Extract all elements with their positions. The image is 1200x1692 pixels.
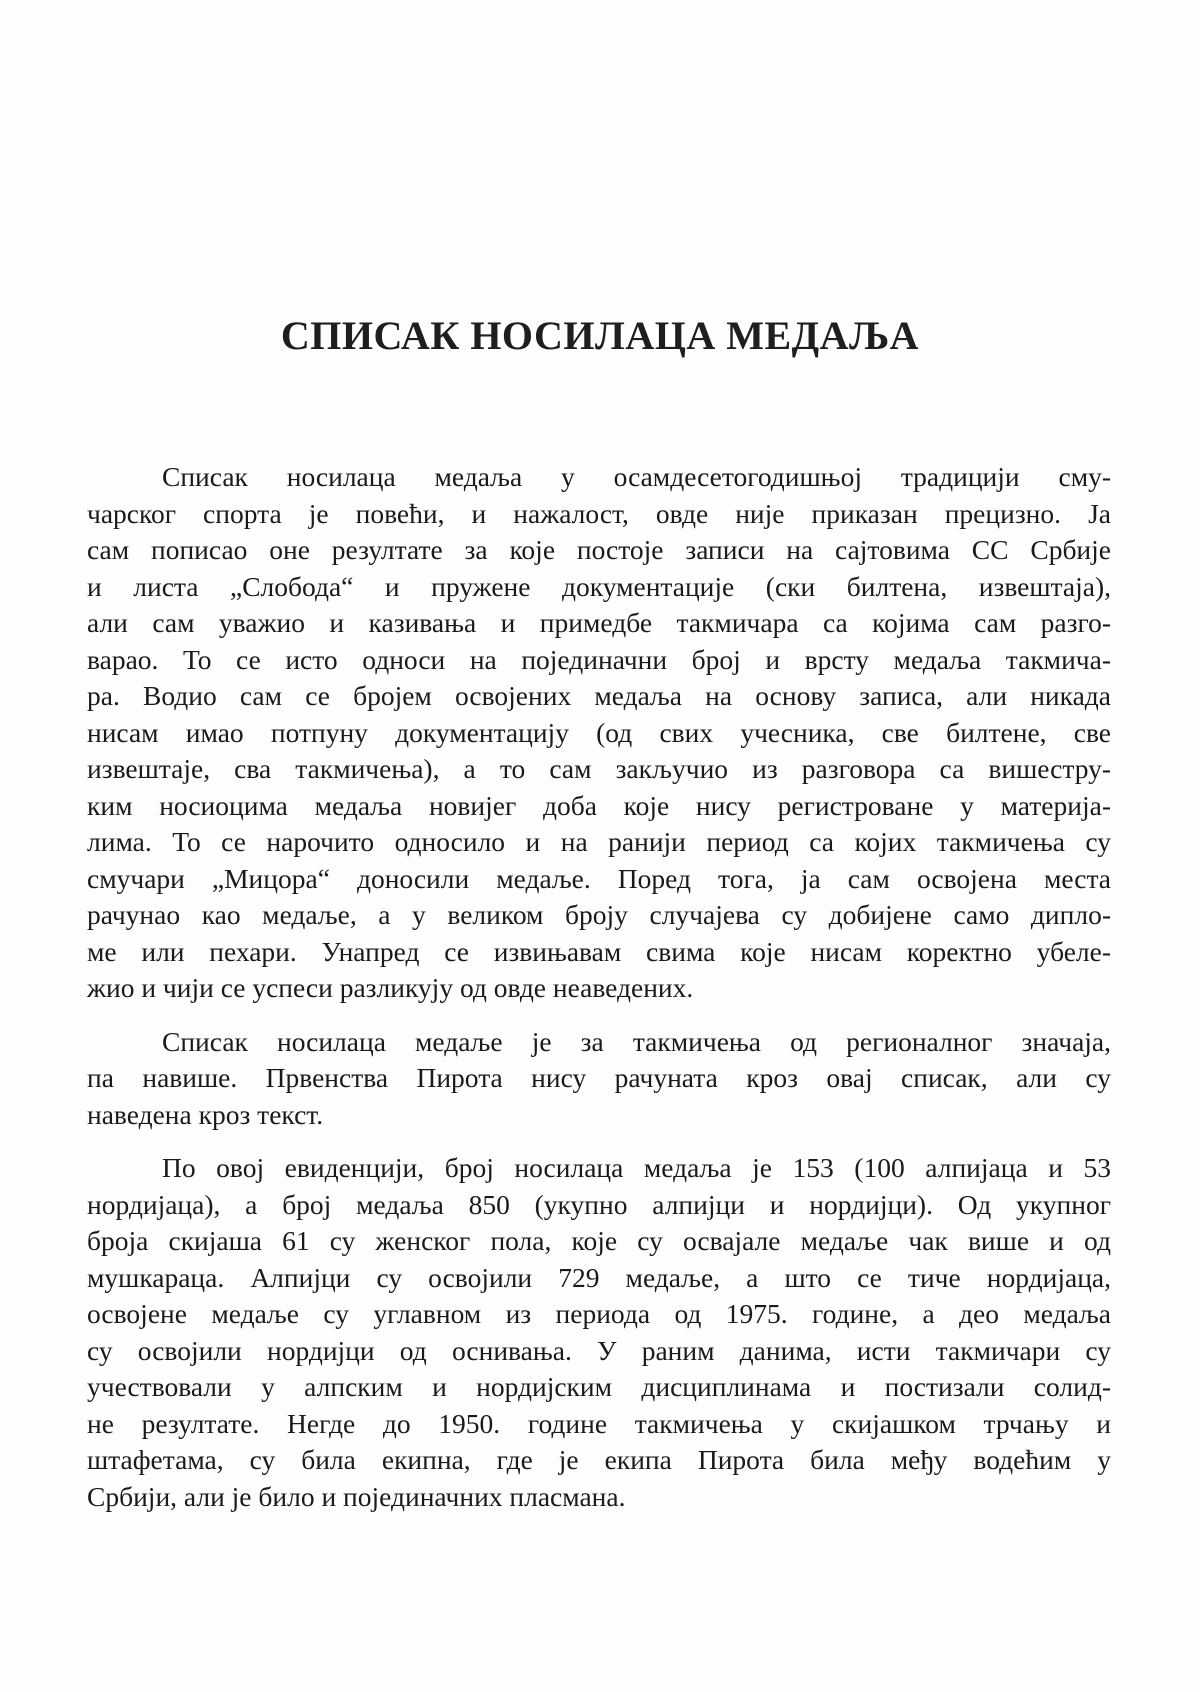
text-line: ким носиоцима медаља новијег доба које нису регистроване у материја- — [87, 789, 1111, 821]
text-line: не резултате. Негде до 1950. године такмичења у скијашком трчању и — [87, 1407, 1111, 1439]
text-line: варао. То се исто односи на појединачни број и врсту медаља такмича- — [87, 643, 1111, 675]
text-line: штафетама, су била екипна, где је екипа Пирота била међу водећим у — [87, 1444, 1111, 1475]
text-line: чарског спорта је повећи, и нажалост, овде није приказан прецизно. Ја — [87, 497, 1111, 529]
text-line: Списак носилаца медаља у осамдесетогодишњој традицији сму- — [162, 461, 1111, 492]
page-title: СПИСАК НОСИЛАЦА МЕДАЉА — [280, 313, 920, 358]
text-line: мушкараца. Алпијци су освојили 729 медаље, а што се тиче нордијаца, — [87, 1261, 1111, 1293]
text-line: сам пописао оне резултате за које постоје записи на сајтовима СС Србије — [87, 534, 1111, 565]
text-line: учествовали у алпским и нордијским дисциплинама и постизали солид- — [87, 1371, 1111, 1402]
text-line: ра. Водио сам се бројем освојених медаља на основу записа, али никада — [87, 680, 1111, 711]
text-line: и листа „Слобода“ и пружене документације (ски билтена, извештаја), — [87, 570, 1111, 602]
text-line: али сам уважио и казивања и примедбе такмичара са којима сам разго- — [87, 607, 1111, 638]
paragraph — [87, 1024, 1111, 1134]
text-line: нисам имао потпуну документацију (од свих учесника, све билтене, све — [87, 716, 1111, 748]
paragraph — [87, 459, 1111, 1007]
text-line: ме или пехари. Унапред се извињавам свима које нисам коректно убеле- — [87, 935, 1111, 967]
text-line: наведена кроз текст. — [87, 1098, 324, 1130]
text-line: Србији, али је било и појединачних пласмана. — [87, 1480, 626, 1512]
text-line: жио и чији се успеси разликују од овде неаведених. — [87, 972, 694, 1003]
paragraph — [87, 1150, 1111, 1515]
text-line: смучари „Мицора“ доносили медаље. Поред тога, ја сам освојена места — [87, 862, 1111, 894]
text-line: нордијаца), а број медаља 850 (укупно алпијци и нордијци). Од укупног — [87, 1188, 1111, 1220]
text-line: рачунао као медаље, а у великом броју случајева су добијене само дипло- — [87, 899, 1111, 930]
text-line: Списак носилаца медаље је за такмичења од регионалног значаја, — [162, 1025, 1111, 1057]
text-line: су освојили нордијци од оснивања. У раним данима, исти такмичари су — [87, 1334, 1111, 1366]
text-line: па навише. Првенства Пирота нису рачуната кроз овај списак, али су — [87, 1062, 1111, 1093]
text-line: лима. То се нарочито односило и на ранији период са којих такмичења су — [87, 826, 1111, 857]
text-line: освојене медаље су углавном из периода од 1975. године, а део медаља — [87, 1298, 1111, 1329]
text-line: броја скијаша 61 су женског пола, које су освајале медаље чак више и од — [87, 1225, 1111, 1256]
text-line: По овој евиденцији, број носилаца медаља је 153 (100 алпијаца и 53 — [162, 1152, 1111, 1183]
text-line: извештаје, сва такмичења), а то сам закључио из разговора са вишестру- — [87, 753, 1111, 784]
body-text — [87, 459, 1111, 1515]
